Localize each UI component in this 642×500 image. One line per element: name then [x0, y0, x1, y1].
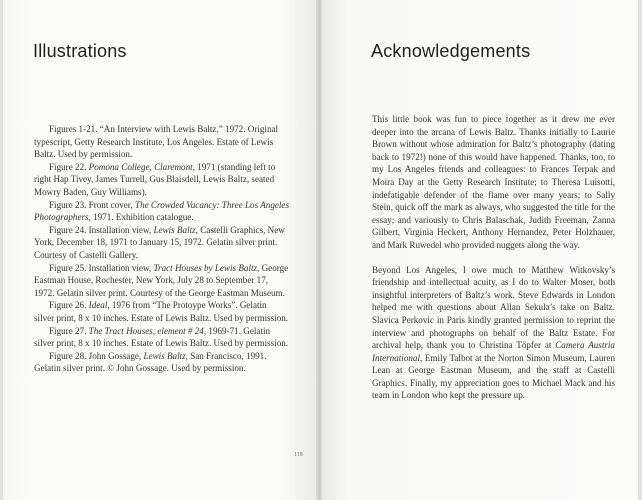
- caption-text: 1969-71. Gelatin silver print, 8 x 10 inches. Estate of Lewis Baltz. Used by permission.: [34, 325, 289, 349]
- caption-text: Figure 24. Installation view,: [49, 224, 154, 235]
- paragraph-text: Emily Talbot at the Norton Simon Museum, Lauren Lean at George Eastman Museum, and the staff at Castelli Graphics. Finally, my appreciation goes to Michael Mack and his team in London who kept the pressure up.: [372, 352, 615, 401]
- caption-text: 1976 from “The Protoype Works”. Gelatin silver print, 8 x 10 inches. Estate of Lewis Baltz. Used by permission.: [34, 300, 289, 323]
- caption-title: Lewis Baltz,: [143, 350, 188, 361]
- right-page-edge: [638, 0, 642, 500]
- caption-title: Pomona College, Claremont,: [88, 161, 195, 172]
- left-page: [3, 0, 317, 500]
- caption-text: 1971. Exhibition catalogue.: [90, 212, 194, 223]
- caption-text: Figure 26.: [49, 300, 89, 311]
- caption-text: San Francisco, 1991. Gelatin silver print. © John Gossage. Used by permission.: [34, 350, 267, 374]
- caption-title: Tract Houses by Lewis Baltz,: [153, 262, 260, 273]
- caption-figure-27: [34, 325, 289, 350]
- caption-text: Figure 27.: [49, 325, 89, 336]
- caption-text: Figure 25. Installation view,: [49, 262, 154, 273]
- caption-text: Castelli Graphics, New York, December 18, 1971 to January 15, 1972. Gelatin silver print. Courtesy of Castelli Gallery.: [34, 224, 285, 260]
- caption-text: Figure 22.: [49, 161, 89, 172]
- caption-title: Lewis Baltz,: [153, 224, 198, 235]
- right-page: [322, 0, 639, 500]
- page-number: 118: [294, 452, 303, 458]
- acknowledgements-body: [372, 113, 615, 414]
- caption-figure-22: [34, 161, 289, 199]
- caption-figure-24: [34, 224, 289, 262]
- caption-text: Figure 28. John Gossage,: [49, 350, 144, 361]
- caption-figure-26: [34, 299, 289, 324]
- caption-text: Figure 23. Front cover,: [49, 199, 136, 210]
- paragraph-text: Beyond Los Angeles, I owe much to Matthew Witkovsky’s friendship and intellectual acuity, as I do to Walter Moser, both insightful interpreters of Baltz’s work. Steve Edwards in London helped me with questions about Allan Sekula’s take on Baltz. Slavica Perkovic in Paris kindly granted permission to reprint the interview and photographs on behalf of the Baltz Estate. For archival help, thank you to Christina Töpfer at: [372, 264, 615, 351]
- acknowledgements-paragraph-2: [372, 264, 615, 403]
- illustration-captions: [34, 123, 289, 375]
- acknowledgements-paragraph-1: This little book was fun to piece together as it drew me ever deeper into the arcana of Lewis Baltz. Thanks initially to Laurie Brown without whose admiration for Baltz’s photography (dating back to 1972!) none of this would have happened. Thanks, too, to my Los Angeles friends and colleagues: to Frances Terpak and Moira Day at the Getty Research Institute; to Theresa Luisotti, indefatigable defender of the flame over many years; to Sally Stein, quick off the mark as always, who suggested the title for the essay; and variously to Chris Balaschak, Judith Freeman, Zanna Gilbert, Virginia Heckert, Anthony Hernandez, Peter Holzhauer, and Mark Ruwedel who provided nuggets along the way.: [372, 114, 615, 250]
- caption-figures-1-21: [34, 123, 289, 161]
- caption-text: George Eastman House, Rochester, New York, July 28 to September 17, 1972. Gelatin silver print. Courtesy of the George Eastman Museum.: [34, 262, 289, 298]
- caption-title: Ideal,: [88, 300, 110, 311]
- caption-text: Figures 1-21. “An Interview with Lewis Baltz,” 1972. Original typescript, Getty Research Institute, Los Angeles. Estate of Lewis Baltz. Used by permission.: [34, 124, 279, 160]
- caption-figure-23: [34, 199, 289, 224]
- caption-title: The Tract Houses, element # 24,: [88, 325, 207, 336]
- caption-title: The Crowded Vacancy: Three Los Angeles Photographers,: [34, 199, 289, 223]
- caption-figure-25: [34, 262, 289, 300]
- caption-figure-28: [34, 350, 289, 375]
- illustrations-heading: Illustrations: [33, 41, 127, 61]
- caption-text: 1971 (standing left to right Hap Tivey, James Turrell, Gus Blaisdell, Lewis Baltz, seated Mowry Baden, Guy Williams).: [34, 161, 276, 197]
- paragraph-italic-title: Camera Austria International,: [372, 340, 615, 363]
- acknowledgements-heading: Acknowledgements: [371, 41, 531, 61]
